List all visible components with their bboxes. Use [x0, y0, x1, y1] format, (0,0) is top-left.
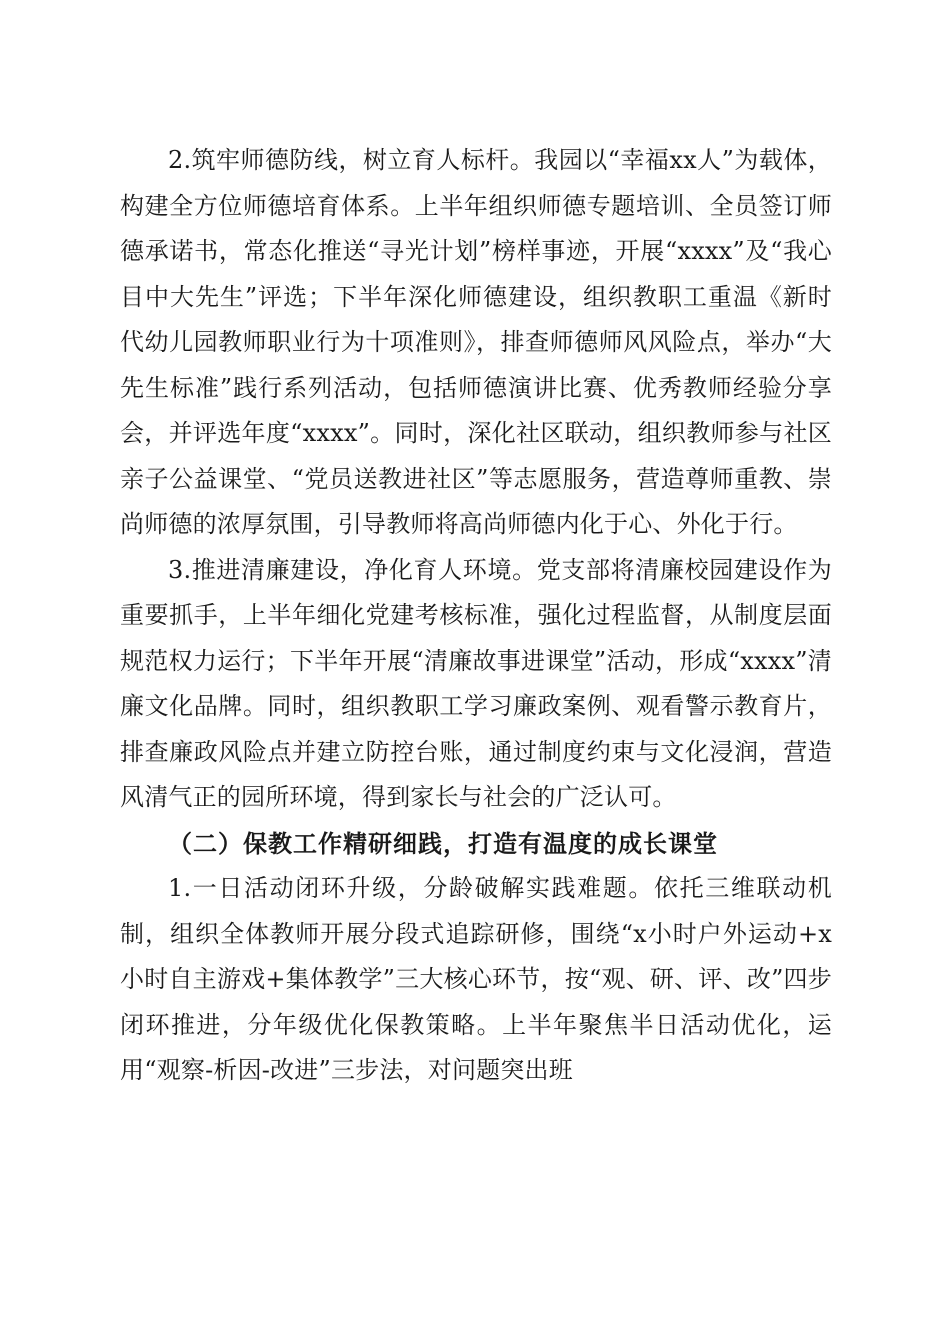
section-heading-care-education: （二）保教工作精研细践，打造有温度的成长课堂 [168, 828, 718, 858]
document-body [120, 138, 832, 1094]
paragraph-integrity-building: 3.推进清廉建设，净化育人环境。党支部将清廉校园建设作为重要抓手，上半年细化党建考核标准，强化过程监督，从制度层面规范权力运行；下半年开展“清廉故事进课堂”活动，形成“xxxx”清廉文化品牌。同时，组织教职工学习廉政案例、观看警示教育片，排查廉政风险点并建立防控台账，通过制度约束与文化浸润，营造风清气正的园所环境，得到家长与社会的广泛认可。 [120, 555, 832, 811]
paragraph-daily-activities: 1.一日活动闭环升级，分龄破解实践难题。依托三维联动机制，组织全体教师开展分段式追踪研修，围绕“x小时户外运动+x小时自主游戏+集体教学”三大核心环节，按“观、研、评、改”四步闭环推进，分年级优化保教策略。上半年聚焦半日活动优化，运用“观察-析因-改进”三步法，对问题突出班 [120, 874, 832, 1084]
paragraph-teacher-ethics: 2.筑牢师德防线，树立育人标杆。我园以“幸福xx人”为载体，构建全方位师德培育体系。上半年组织师德专题培训、全员签订师德承诺书，常态化推送“寻光计划”榜样事迹，开展“xxxx”及“我心目中大先生”评选；下半年深化师德建设，组织教职工重温《新时代幼儿园教师职业行为十项准则》，排查师德师风风险点，举办“大先生标准”践行系列活动，包括师德演讲比赛、优秀教师经验分享会，并评选年度“xxxx”。同时，深化社区联动，组织教师参与社区亲子公益课堂、“党员送教进社区”等志愿服务，营造尊师重教、崇尚师德的浓厚氛围，引导教师将高尚师德内化于心、外化于行。 [120, 146, 832, 538]
